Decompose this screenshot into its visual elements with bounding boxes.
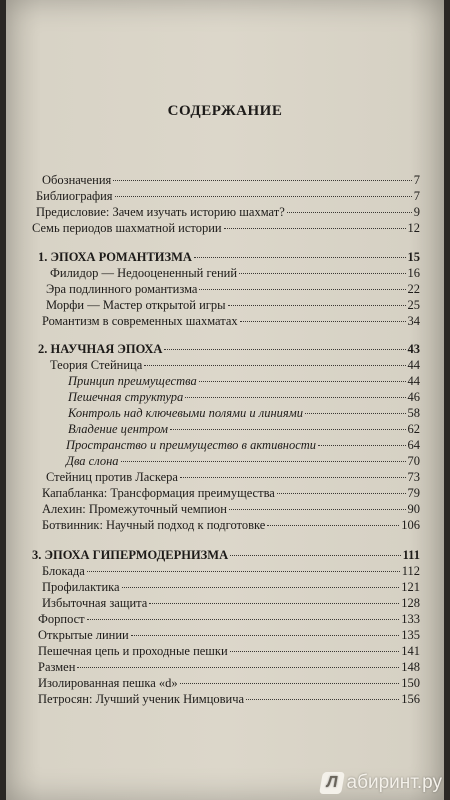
toc-subentry: Принцип преимущества 44 xyxy=(68,374,420,388)
toc-entry: Семь периодов шахматной истории 12 xyxy=(32,221,420,235)
toc-subentry: Пространство и преимущество в активности 64 xyxy=(66,438,420,452)
toc-subentry: Контроль над ключевыми полями и линиями 58 xyxy=(68,406,420,420)
watermark-text: абиринт.ру xyxy=(346,772,442,793)
toc-entry: Открытые линии 135 xyxy=(38,628,420,642)
toc-entry: Петросян: Лучший ученик Нимцовича 156 xyxy=(38,692,420,706)
toc-entry: Избыточная защита 128 xyxy=(42,596,420,610)
toc-subentry: Два слона 70 xyxy=(66,454,420,468)
toc-entry: Филидор — Недооцененный гений 16 xyxy=(50,266,420,280)
toc-entry: Романтизм в современных шахматах 34 xyxy=(42,314,420,328)
toc-subentry: Пешечная структура 46 xyxy=(68,390,420,404)
labirint-watermark xyxy=(321,772,442,794)
toc-entry: Предисловие: Зачем изучать историю шахмат? 9 xyxy=(36,205,420,219)
toc-entry: Ботвинник: Научный подход к подготовке 106 xyxy=(42,518,420,532)
toc-entry: Эра подлинного романтизма 22 xyxy=(46,282,420,296)
toc-entry: Теория Стейница 44 xyxy=(50,358,420,372)
page-title: СОДЕРЖАНИЕ xyxy=(167,103,283,119)
chapter-heading: 3. ЭПОХА ГИПЕРМОДЕРНИЗМА 111 xyxy=(32,548,420,562)
labirint-logo-icon: Л xyxy=(319,772,345,794)
toc-entry: Пешечная цепь и проходные пешки 141 xyxy=(38,644,420,658)
toc-subentry: Владение центром 62 xyxy=(68,422,420,436)
book-page xyxy=(6,0,444,800)
toc-entry: Обозначения 7 xyxy=(42,173,420,187)
toc-entry: Алехин: Промежуточный чемпион 90 xyxy=(42,502,420,516)
toc-entry: Блокада 112 xyxy=(42,564,420,578)
toc-entry: Изолированная пешка «d» 150 xyxy=(38,676,420,690)
chapter-heading: 1. ЭПОХА РОМАНТИЗМА 15 xyxy=(38,250,420,264)
toc-entry: Капабланка: Трансформация преимущества 79 xyxy=(42,486,420,500)
toc-entry: Форпост 133 xyxy=(38,612,420,626)
toc-entry: Профилактика 121 xyxy=(42,580,420,594)
toc-entry: Морфи — Мастер открытой игры 25 xyxy=(46,298,420,312)
chapter-heading: 2. НАУЧНАЯ ЭПОХА 43 xyxy=(38,342,420,356)
toc-entry: Библиография 7 xyxy=(36,189,420,203)
toc-entry: Стейниц против Ласкера 73 xyxy=(46,470,420,484)
toc-entry: Размен 148 xyxy=(38,660,420,674)
